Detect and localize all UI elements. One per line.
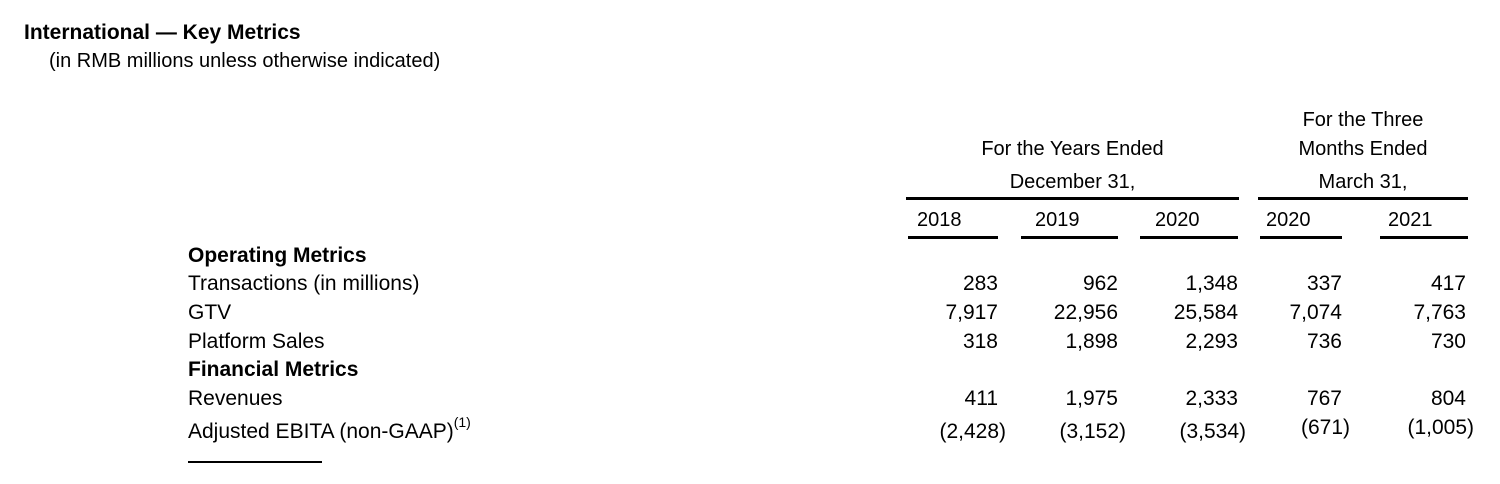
cell-platform-sales-2020: 2,293 <box>1185 330 1238 353</box>
cell-gtv-2020: 25,584 <box>1173 301 1238 324</box>
cell-transactions-2018: 283 <box>962 272 998 295</box>
cell-transactions-2019: 962 <box>1082 272 1118 295</box>
year-rule-2019 <box>1021 236 1118 239</box>
cell-gtv-2020-q1: 7,074 <box>1289 301 1342 324</box>
cell-revenues-2018: 411 <box>964 387 998 410</box>
row-label-revenues: Revenues <box>188 387 283 410</box>
row-label-platform-sales: Platform Sales <box>188 330 325 353</box>
cell-adjusted-ebita-2020: (3,534) <box>1179 420 1246 443</box>
cell-transactions-2021-q1: 417 <box>1430 272 1466 295</box>
year-rule-2018 <box>908 236 998 239</box>
page-title: International — Key Metrics <box>24 21 301 44</box>
footnote-separator <box>188 461 322 463</box>
page-subtitle: (in RMB millions unless otherwise indicated) <box>49 50 441 72</box>
row-label-gtv: GTV <box>188 301 232 324</box>
section-financial-metrics: Financial Metrics <box>188 358 359 381</box>
cell-revenues-2020-q1: 767 <box>1306 387 1342 410</box>
cell-gtv-2021-q1: 7,763 <box>1413 301 1466 324</box>
header-three-months-line1: For the Three <box>1302 109 1424 131</box>
cell-revenues-2021-q1: 804 <box>1430 387 1466 410</box>
cell-platform-sales-2019: 1,898 <box>1065 330 1118 353</box>
header-three-months-rule <box>1258 197 1468 200</box>
cell-adjusted-ebita-2018: (2,428) <box>939 420 1006 443</box>
cell-transactions-2020: 1,348 <box>1185 272 1238 295</box>
row-label-adjusted-ebita <box>188 414 471 444</box>
year-2018: 2018 <box>917 209 962 231</box>
cell-revenues-2019: 1,975 <box>1065 387 1118 410</box>
year-rule-2020-q1 <box>1260 236 1342 239</box>
cell-gtv-2018: 7,917 <box>945 301 998 324</box>
year-2021-q1: 2021 <box>1388 209 1433 231</box>
year-2019: 2019 <box>1035 209 1080 231</box>
header-years-ended-line1: For the Years Ended <box>981 138 1164 160</box>
header-years-rule <box>906 197 1239 200</box>
footnote-marker: (1) <box>453 414 471 430</box>
header-three-months-line3: March 31, <box>1318 171 1408 193</box>
cell-transactions-2020-q1: 337 <box>1306 272 1342 295</box>
year-rule-2021-q1 <box>1380 236 1468 239</box>
cell-platform-sales-2020-q1: 736 <box>1306 330 1342 353</box>
cell-adjusted-ebita-2020-q1: (671) <box>1300 416 1350 439</box>
year-2020-q1: 2020 <box>1266 209 1311 231</box>
cell-adjusted-ebita-2021-q1: (1,005) <box>1407 416 1474 439</box>
year-2020: 2020 <box>1155 209 1200 231</box>
cell-platform-sales-2021-q1: 730 <box>1430 330 1466 353</box>
cell-platform-sales-2018: 318 <box>962 330 998 353</box>
section-operating-metrics: Operating Metrics <box>188 244 367 267</box>
cell-gtv-2019: 22,956 <box>1053 301 1118 324</box>
cell-revenues-2020: 2,333 <box>1185 387 1238 410</box>
cell-adjusted-ebita-2019: (3,152) <box>1059 420 1126 443</box>
adjusted-ebita-text: Adjusted EBITA (non-GAAP) <box>188 420 454 443</box>
year-rule-2020 <box>1140 236 1238 239</box>
row-label-transactions: Transactions (in millions) <box>188 272 420 295</box>
header-three-months-line2: Months Ended <box>1298 138 1428 160</box>
header-years-ended-line2: December 31, <box>1009 171 1136 193</box>
